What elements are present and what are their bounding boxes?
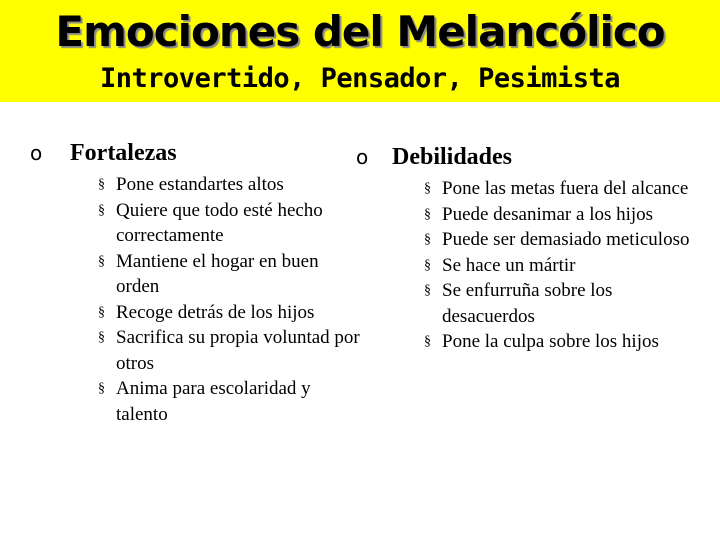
list-item-text: Pone la culpa sobre los hijos <box>442 331 659 352</box>
list-item <box>98 376 360 427</box>
list-item <box>424 227 696 253</box>
list-item <box>98 172 360 198</box>
square-bullet-icon: § <box>424 257 431 273</box>
list-item <box>98 300 360 326</box>
list-item-text: Se enfurruña sobre los desacuerdos <box>442 280 613 327</box>
square-bullet-icon: § <box>98 177 105 192</box>
square-bullet-icon: § <box>424 283 431 298</box>
list-item-text: Anima para escolaridad y talento <box>116 378 311 425</box>
weaknesses-heading <box>356 142 696 172</box>
weaknesses-list <box>424 176 696 355</box>
list-item <box>424 329 696 355</box>
weaknesses-column <box>356 142 696 355</box>
list-item-text: Pone las metas fuera del alcance <box>442 178 689 199</box>
square-bullet-icon: § <box>98 381 105 396</box>
square-bullet-icon: § <box>424 334 431 349</box>
title-banner <box>0 0 720 102</box>
square-bullet-icon: § <box>98 330 105 345</box>
weaknesses-heading-label: Debilidades <box>392 144 513 170</box>
strengths-heading-label: Fortalezas <box>70 140 177 166</box>
list-item <box>424 176 696 202</box>
list-item-text: Pone estandartes altos <box>116 174 284 195</box>
strengths-list <box>98 172 360 427</box>
square-bullet-icon: § <box>424 232 431 247</box>
square-bullet-icon: § <box>98 253 105 269</box>
list-item-text: Puede ser demasiado meticuloso <box>442 229 690 250</box>
list-item-text: Sacrifica su propia voluntad por otros <box>116 327 360 374</box>
square-bullet-icon: § <box>424 181 431 196</box>
list-item-text: Mantiene el hogar en buen orden <box>116 250 319 297</box>
list-item <box>98 325 360 376</box>
list-item <box>98 249 360 300</box>
list-item-text: Recoge detrás de los hijos <box>116 301 315 323</box>
circle-bullet-icon: o <box>356 145 369 169</box>
strengths-column <box>30 138 360 427</box>
circle-bullet-icon: o <box>30 141 43 165</box>
list-item <box>424 253 696 279</box>
strengths-heading <box>30 138 360 168</box>
list-item <box>424 202 696 228</box>
list-item-text: Quiere que todo esté hecho correctamente <box>116 199 323 246</box>
square-bullet-icon: § <box>98 202 105 218</box>
list-item <box>98 198 360 249</box>
square-bullet-icon: § <box>98 304 105 320</box>
list-item-text: Se hace un mártir <box>442 254 576 276</box>
square-bullet-icon: § <box>424 206 431 222</box>
slide-subtitle: Introvertido, Pensador, Pesimista <box>100 63 620 94</box>
list-item <box>424 278 696 329</box>
list-item-text: Puede desanimar a los hijos <box>442 203 654 225</box>
slide-title: Emociones del Melancólico <box>55 7 665 56</box>
